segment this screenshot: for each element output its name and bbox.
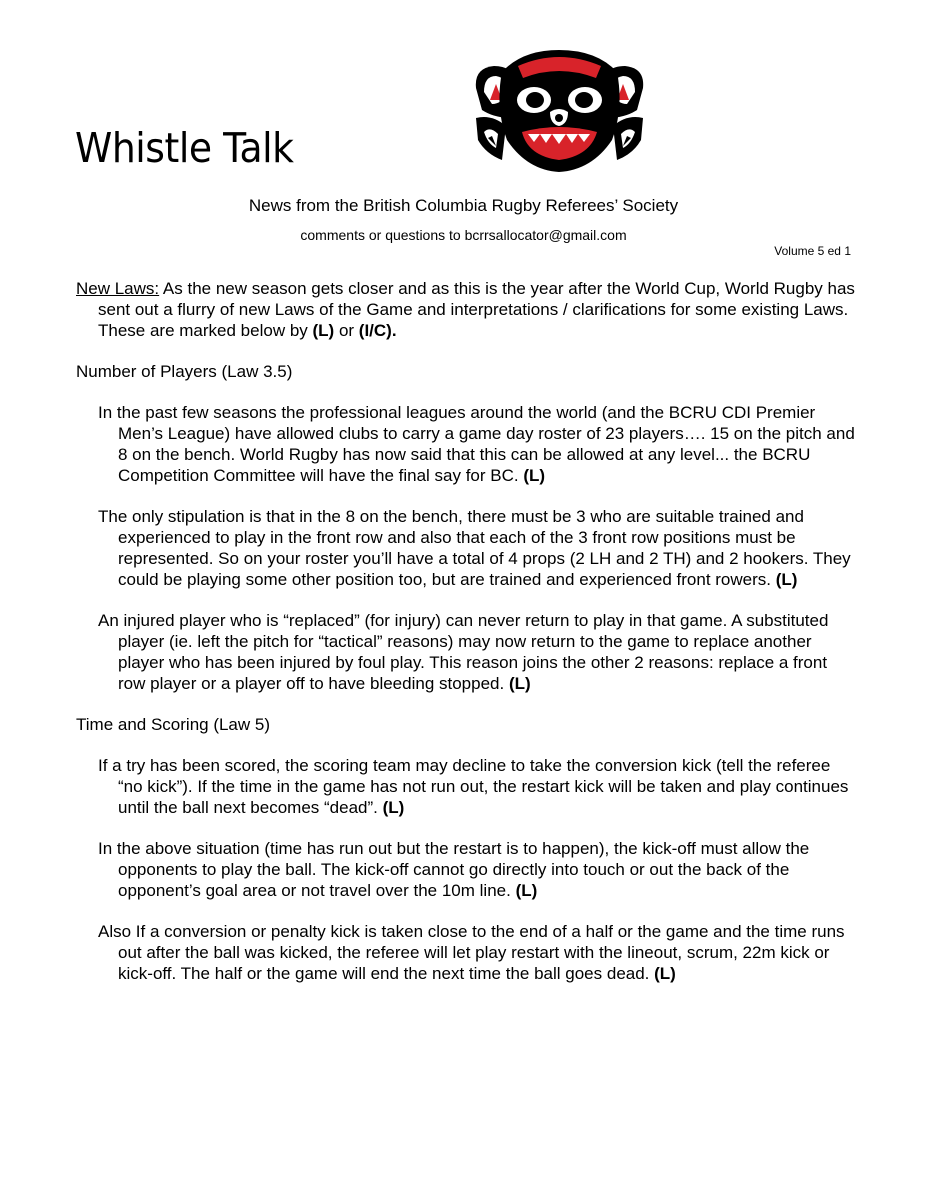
- paragraph-text: An injured player who is “replaced” (for injury) can never return to play in that game. A substituted player (ie. left the pitch for “tactical” reasons) may now return to the game to replace another player who has been injured by foul play. This reason joins the other 2 reasons: replace a front row player or a player off to have bleeding stopped.: [98, 611, 829, 693]
- paragraph: [98, 610, 856, 694]
- paragraph-text: If a try has been scored, the scoring team may decline to take the conversion kick (tell the referee “no kick”). If the time in the game has not run out, the restart kick will be taken and play continues until the ball next becomes “dead”.: [98, 756, 849, 817]
- law-tag: (L): [508, 674, 531, 693]
- law-tag: (L): [775, 570, 798, 589]
- intro-or: or: [334, 321, 359, 340]
- interpretation-tag: (I/C).: [358, 321, 397, 340]
- paragraph: [98, 838, 856, 901]
- newsletter-body: [76, 278, 856, 1004]
- paragraph: [98, 921, 856, 984]
- paragraph-text: Also If a conversion or penalty kick is taken close to the end of a half or the game and the time runs out after the ball was kicked, the referee will let play restart with the lineout, scrum, 22m kick or kick-off. The half or the game will end the next time the ball goes dead.: [98, 922, 845, 983]
- paragraph: [98, 506, 856, 590]
- intro-text: As the new season gets closer and as this is the year after the World Cup, World Rugby has sent out a flurry of new Laws of the Game and interpretations / clarifications for some existing Laws. These are marked below by: [98, 279, 855, 340]
- law-tag: (L): [654, 964, 676, 983]
- bear-mask-logo-icon: [472, 48, 647, 178]
- paragraph: [98, 755, 856, 818]
- paragraph-text: The only stipulation is that in the 8 on the bench, there must be 3 who are suitable trained and experienced to play in the front row and also that each of the 3 front row positions must be represented. So on your roster you’ll have a total of 4 props (2 LH and 2 TH) and 2 hookers. They could be playing some other position too, but are trained and experienced front rowers.: [98, 507, 851, 589]
- newsletter-subtitle: News from the British Columbia Rugby Referees’ Society: [248, 196, 679, 215]
- section-heading-number-of-players: Number of Players (Law 3.5): [76, 362, 293, 381]
- paragraph-text: In the past few seasons the professional leagues around the world (and the BCRU CDI Premier Men’s League) have allowed clubs to carry a game day roster of 23 players…. 15 on the pitch and 8 on the bench. World Rugby has now said that this can be allowed at any level... the BCRU Competition Committee will have the final say for BC.: [98, 403, 855, 485]
- section-heading-time-and-scoring: Time and Scoring (Law 5): [76, 715, 271, 734]
- law-tag: (L): [515, 881, 538, 900]
- contact-line: comments or questions to bcrrsallocator@gmail.com: [300, 227, 627, 243]
- paragraph: [98, 402, 856, 486]
- intro-heading: New Laws:: [76, 279, 160, 298]
- newsletter-title: Whistle Talk: [75, 124, 294, 172]
- law-tag: (L): [382, 798, 405, 817]
- law-tag: (L): [312, 321, 335, 340]
- volume-edition: Volume 5 ed 1: [774, 244, 851, 258]
- law-tag: (L): [523, 466, 546, 485]
- intro-paragraph: [76, 278, 856, 341]
- paragraph-text: In the above situation (time has run out but the restart is to happen), the kick-off must allow the opponents to play the ball. The kick-off cannot go directly into touch or out the back of the opponent’s goal area or not travel over the 10m line.: [98, 839, 810, 900]
